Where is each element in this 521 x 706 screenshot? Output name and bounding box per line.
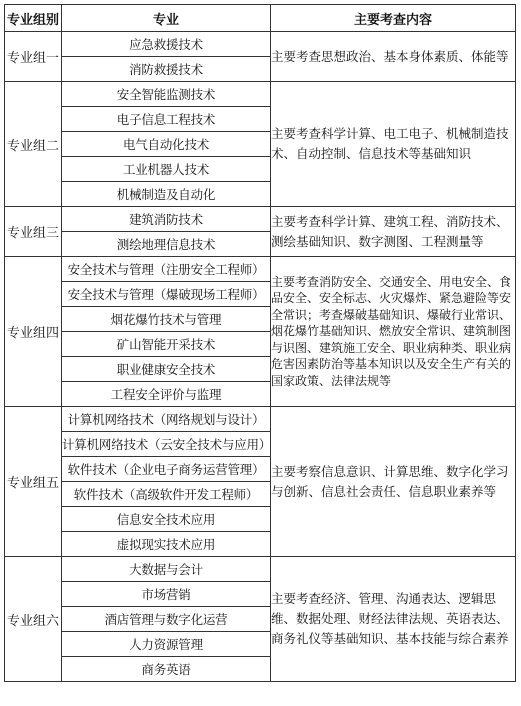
- header-major: 专业: [62, 5, 271, 32]
- major-cell: 矿山智能开采技术: [62, 332, 271, 357]
- major-cell: 计算机网络技术（云安全技术与应用）: [62, 432, 271, 457]
- group-name: 专业组二: [5, 82, 62, 207]
- major-cell: 软件技术（企业电子商务运营管理）: [62, 457, 271, 482]
- major-cell: 安全技术与管理（注册安全工程师）: [62, 257, 271, 282]
- content-cell: 主要考查经济、管理、沟通表达、逻辑思维、数据处理、财经法律法规、英语表达、商务礼仪等基础知识、基本技能与综合素养: [271, 557, 516, 682]
- major-cell: 人力资源管理: [62, 632, 271, 657]
- header-row: [5, 5, 516, 32]
- major-cell: 信息安全技术应用: [62, 507, 271, 532]
- group-name: 专业组四: [5, 257, 62, 407]
- major-cell: 职业健康安全技术: [62, 357, 271, 382]
- content-cell: 主要考察信息意识、计算思维、数字化学习与创新、信息社会责任、信息职业素养等: [271, 407, 516, 557]
- group-name: 专业组三: [5, 207, 62, 257]
- major-cell: 工业机器人技术: [62, 157, 271, 182]
- major-cell: 酒店管理与数字化运营: [62, 607, 271, 632]
- content-cell: 主要考查科学计算、建筑工程、消防技术、测绘基础知识、数字测图、工程测量等: [271, 207, 516, 257]
- group-name: 专业组六: [5, 557, 62, 682]
- major-cell: 电子信息工程技术: [62, 107, 271, 132]
- group-name: 专业组五: [5, 407, 62, 557]
- major-cell: 应急救援技术: [62, 32, 271, 57]
- table-row: [5, 557, 516, 582]
- content-cell: 主要考查科学计算、电工电子、机械制造技术、自动控制、信息技术等基础知识: [271, 82, 516, 207]
- major-cell: 电气自动化技术: [62, 132, 271, 157]
- major-cell: 虚拟现实技术应用: [62, 532, 271, 557]
- exam-content-table: [4, 4, 516, 682]
- table-row: [5, 82, 516, 107]
- major-cell: 计算机网络技术（网络规划与设计）: [62, 407, 271, 432]
- major-cell: 商务英语: [62, 657, 271, 682]
- table-row: [5, 32, 516, 57]
- major-cell: 消防救援技术: [62, 57, 271, 82]
- table-row: [5, 407, 516, 432]
- major-cell: 建筑消防技术: [62, 207, 271, 232]
- content-cell: 主要考查消防安全、交通安全、用电安全、食品安全、安全标志、火灾爆炸、紧急避险等安全常识；考查爆破基础知识、爆破行业常识、烟花爆竹基础知识、燃放安全常识、建筑制图与识图、建筑施工安全、职业病种类、职业病危害因素防治等基本知识以及安全生产有关的国家政策、法律法规等: [271, 257, 516, 407]
- group-name: 专业组一: [5, 32, 62, 82]
- major-cell: 测绘地理信息技术: [62, 232, 271, 257]
- major-cell: 安全技术与管理（爆破现场工程师）: [62, 282, 271, 307]
- header-group: 专业组别: [5, 5, 62, 32]
- major-cell: 工程安全评价与监理: [62, 382, 271, 407]
- content-cell: 主要考查思想政治、基本身体素质、体能等: [271, 32, 516, 82]
- major-cell: 安全智能监测技术: [62, 82, 271, 107]
- major-cell: 机械制造及自动化: [62, 182, 271, 207]
- header-content: 主要考查内容: [271, 5, 516, 32]
- table-row: [5, 257, 516, 282]
- table-row: [5, 207, 516, 232]
- major-cell: 烟花爆竹技术与管理: [62, 307, 271, 332]
- major-cell: 软件技术（高级软件开发工程师）: [62, 482, 271, 507]
- major-cell: 大数据与会计: [62, 557, 271, 582]
- major-cell: 市场营销: [62, 582, 271, 607]
